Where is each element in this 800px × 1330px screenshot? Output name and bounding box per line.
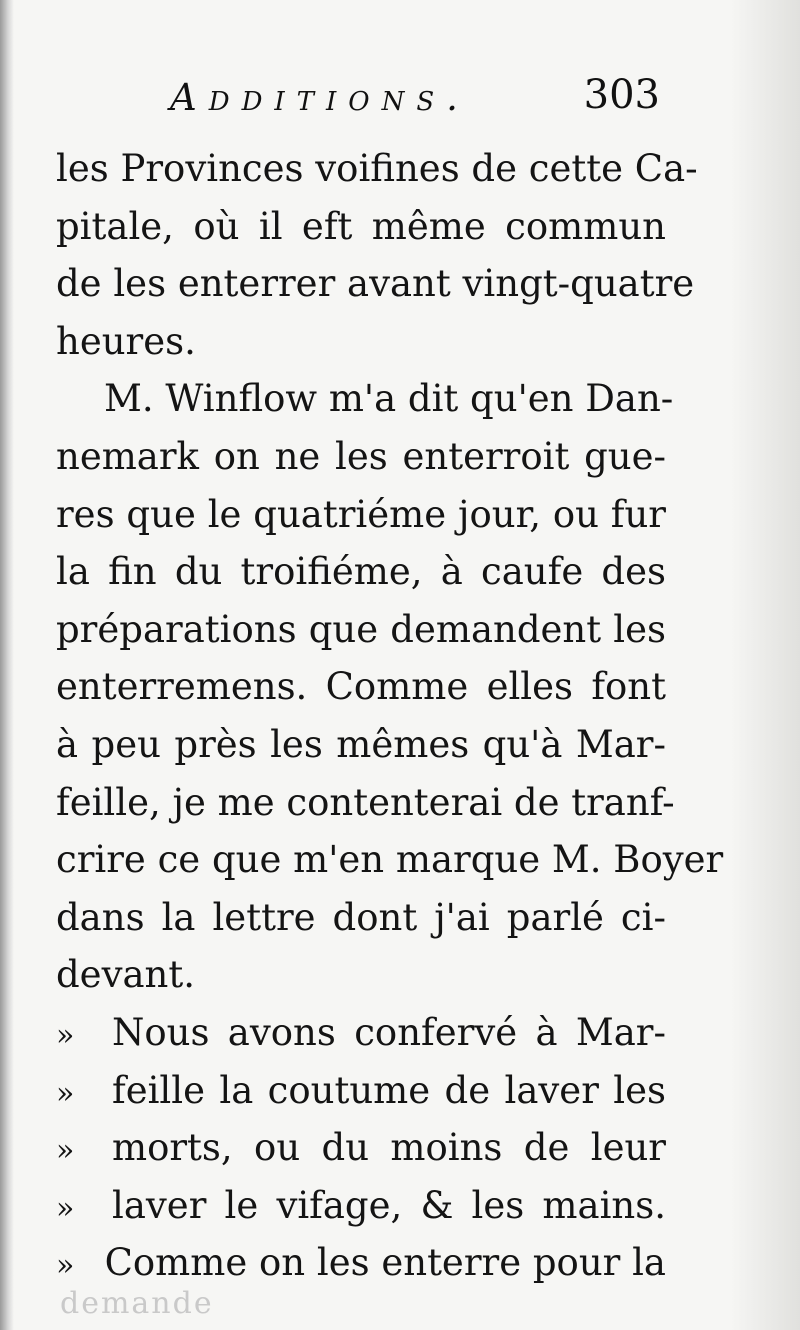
text-line: de les enterrer avant vingt-quatre (56, 262, 695, 306)
text-line: M. Winflow m'a dit qu'en Dan- (104, 377, 674, 421)
page-gutter-shadow (0, 0, 14, 1330)
text-line: res que le quatriéme jour, ou fur (56, 492, 666, 536)
quote-mark: » (56, 1248, 75, 1284)
text-line: la fin du troifiéme, à caufe des (56, 550, 666, 594)
text-line: nemark on ne les enterroit gue- (56, 434, 666, 478)
quoted-text: laver le vifage, & les mains. (112, 1183, 666, 1227)
text-line: préparations que demandent les (56, 607, 666, 651)
page-header (170, 72, 660, 128)
text-line: pitale, où il eft même commun (56, 204, 666, 248)
text-line: feille, je me contenterai de tranf- (56, 780, 675, 824)
quoted-line (56, 1234, 666, 1292)
quoted-line (56, 1004, 666, 1062)
text-line: à peu près les mêmes qu'à Mar- (56, 722, 666, 766)
quoted-text: Comme on les enterre pour la (104, 1241, 666, 1285)
text-line: enterremens. Comme elles font (56, 665, 666, 709)
text-line: crire ce que m'en marque M. Boyer (56, 838, 724, 882)
quote-mark: » (56, 1075, 75, 1111)
quote-mark: » (56, 1017, 75, 1053)
text-line: les Provinces voifines de cette Ca- (56, 147, 698, 190)
quoted-line (56, 1119, 666, 1177)
quoted-text: feille la coutume de laver les (112, 1068, 666, 1112)
quote-mark: » (56, 1190, 75, 1226)
text-line: dans la lettre dont j'ai parlé ci- (56, 895, 666, 939)
text-line: heures. (56, 319, 196, 363)
body-text (56, 140, 724, 1292)
page-number: 303 (583, 72, 660, 118)
quoted-text: morts, ou du moins de leur (112, 1126, 666, 1170)
quoted-text: Nous avons confervé à Mar- (112, 1010, 666, 1054)
page-edge-shadow (730, 0, 800, 1330)
quoted-line (56, 1177, 666, 1235)
running-head: Additions. (170, 76, 470, 119)
text-line: devant. (56, 953, 196, 997)
quote-mark: » (56, 1133, 75, 1169)
show-through-text: demande (60, 1286, 214, 1321)
quoted-line (56, 1062, 666, 1120)
